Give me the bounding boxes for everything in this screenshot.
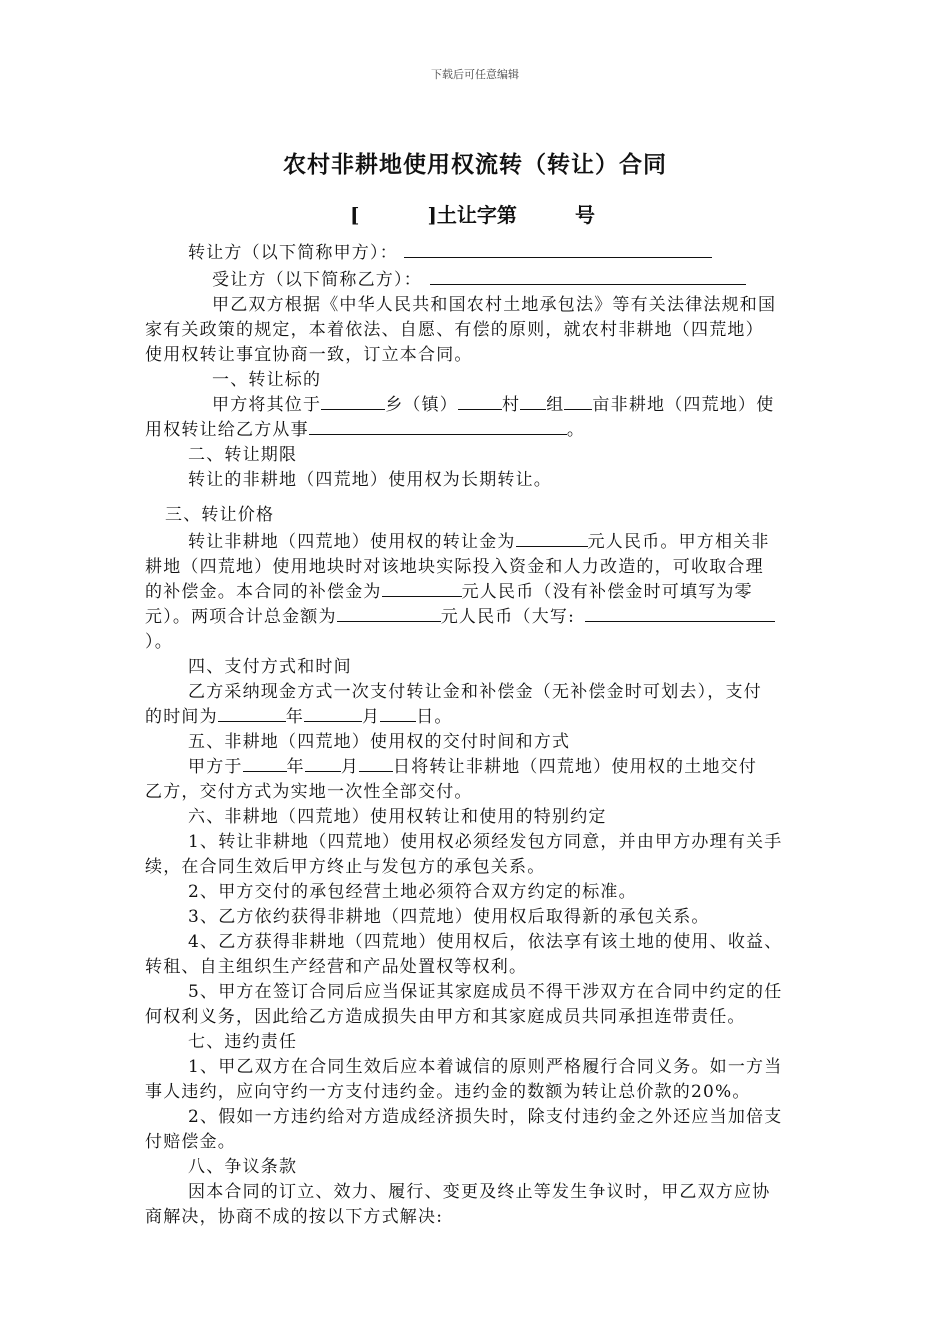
township-blank[interactable] [321,394,385,410]
text: 日。 [416,707,453,727]
transferee-label: 受让方（以下简称乙方）： [212,270,422,290]
text: 日将转让非耕地（四荒地）使用权的土地交付 [393,757,758,777]
transfer-fee-blank[interactable] [516,531,588,547]
document-number [350,199,595,228]
paragraph-line: 使用权转让事宜协商一致，订立本合同。 [145,345,473,365]
paragraph-line: 转租、自主组织生产经营和产品处置权等权利。 [145,957,528,977]
text: 组 [546,395,565,415]
text: 年 [285,707,305,727]
paragraph-line: ）。 [145,632,173,652]
header-note: 下载后可任意编辑 [431,68,519,81]
paragraph-line: 转让的非耕地（四荒地）使用权为长期转让。 [188,470,552,490]
paragraph-line: 乙方，交付方式为实地一次性全部交付。 [145,782,473,802]
paragraph-line: 因本合同的订立、效力、履行、变更及终止等发生争议时，甲乙双方应协 [188,1182,771,1202]
text: 甲方于 [188,757,243,777]
section-heading: 一、转让标的 [212,370,322,390]
text: 元人民币（大写: [440,607,576,627]
doc-number-suffix: 号 [574,203,595,227]
delivery-day-blank[interactable] [359,756,393,772]
paragraph-line: 2、甲方交付的承包经营土地必须符合双方约定的标准。 [188,882,637,902]
text: 甲方将其位于 [212,395,322,415]
doc-number-open: [ [350,203,360,227]
section-heading: 二、转让期限 [188,445,298,465]
text: 元人民币（没有补偿金时可填写为零 [461,582,753,602]
text: 。 [566,420,586,440]
delivery-month-blank[interactable] [305,756,341,772]
text: 的补偿金。本合同的补偿金为 [145,582,382,602]
paragraph-line: 续，在合同生效后甲方终止与发包方的承包关系。 [145,857,546,877]
paragraph-line: 2、假如一方违约给对方造成经济损失时，除支付违约金之外还应当加倍支 [188,1107,783,1127]
transferor-blank[interactable] [404,242,712,258]
purpose-blank[interactable] [309,419,567,435]
text: 元人民币。甲方相关非 [587,532,770,552]
area-blank[interactable] [564,394,592,410]
paragraph-line [145,415,585,440]
paragraph-line: 1、转让非耕地（四荒地）使用权必须经发包方同意，并由甲方办理有关手 [188,832,783,852]
transferee-blank[interactable] [430,269,746,285]
section-heading: 五、非耕地（四荒地）使用权的交付时间和方式 [188,732,571,752]
compensation-blank[interactable] [382,581,462,597]
text: 用权转让给乙方从事 [145,420,309,440]
transferor-line [188,238,712,263]
delivery-year-blank[interactable] [243,756,287,772]
paragraph-line: 耕地（四荒地）使用地块时对该地块实际投入资金和人力改造的，可收取合理 [145,557,764,577]
paragraph-line [188,527,770,552]
paragraph-line: 家有关政策的规定，本着依法、自愿、有偿的原则，就农村非耕地（四荒地） [145,320,764,340]
doc-number-text: ]土让字第 [427,203,517,227]
paragraph-line: 乙方采纳现金方式一次支付转让金和补偿金（无补偿金时可划去），支付 [188,682,762,702]
paragraph-line: 商解决，协商不成的按以下方式解决: [145,1207,444,1227]
payment-month-blank[interactable] [304,706,362,722]
paragraph-line: 何权利义务，因此给乙方造成损失由甲方和其家庭成员共同承担连带责任。 [145,1007,746,1027]
transferee-line [212,265,746,290]
payment-year-blank[interactable] [218,706,286,722]
contract-title: 农村非耕地使用权流转（转让）合同 [283,151,667,178]
text: 亩非耕地（四荒地）使 [592,395,775,415]
paragraph-line [145,602,775,627]
paragraph-line: 4、乙方获得非耕地（四荒地）使用权后，依法享有该土地的使用、收益、 [188,932,783,952]
section-heading: 三、转让价格 [165,505,275,525]
transferor-label: 转让方（以下简称甲方）： [188,243,398,263]
section-heading: 四、支付方式和时间 [188,657,352,677]
group-blank[interactable] [520,394,546,410]
amount-in-words-blank[interactable] [585,606,775,622]
paragraph-line: 事人违约，应向守约一方支付违约金。违约金的数额为转让总价款的20%。 [145,1082,751,1102]
text: 月 [362,707,381,727]
village-blank[interactable] [458,394,502,410]
paragraph-line [188,752,757,777]
payment-day-blank[interactable] [380,706,416,722]
text: 转让非耕地（四荒地）使用权的转让金为 [188,532,516,552]
paragraph-line [145,577,753,602]
total-amount-blank[interactable] [337,606,441,622]
text: 元）。两项合计总金额为 [145,607,337,627]
text: 村 [502,395,521,415]
section-heading: 七、违约责任 [188,1032,298,1052]
paragraph-line: 3、乙方依约获得非耕地（四荒地）使用权后取得新的承包关系。 [188,907,710,927]
paragraph-line: 甲乙双方根据《中华人民共和国农村土地承包法》等有关法律法规和国 [212,295,777,315]
text: 年 [286,757,305,777]
section-heading: 六、非耕地（四荒地）使用权转让和使用的特别约定 [188,807,607,827]
paragraph-line [212,390,774,415]
paragraph-line: 1、甲乙双方在合同生效后应本着诚信的原则严格履行合同义务。如一方当 [188,1057,783,1077]
text: 的时间为 [145,707,218,727]
paragraph-line: 5、甲方在签订合同后应当保证其家庭成员不得干涉双方在合同中约定的任 [188,982,783,1002]
paragraph-line [145,702,453,727]
text: 乡（镇） [385,395,459,415]
section-heading: 八、争议条款 [188,1157,298,1177]
text: 月 [340,757,360,777]
paragraph-line: 付赔偿金。 [145,1132,236,1152]
